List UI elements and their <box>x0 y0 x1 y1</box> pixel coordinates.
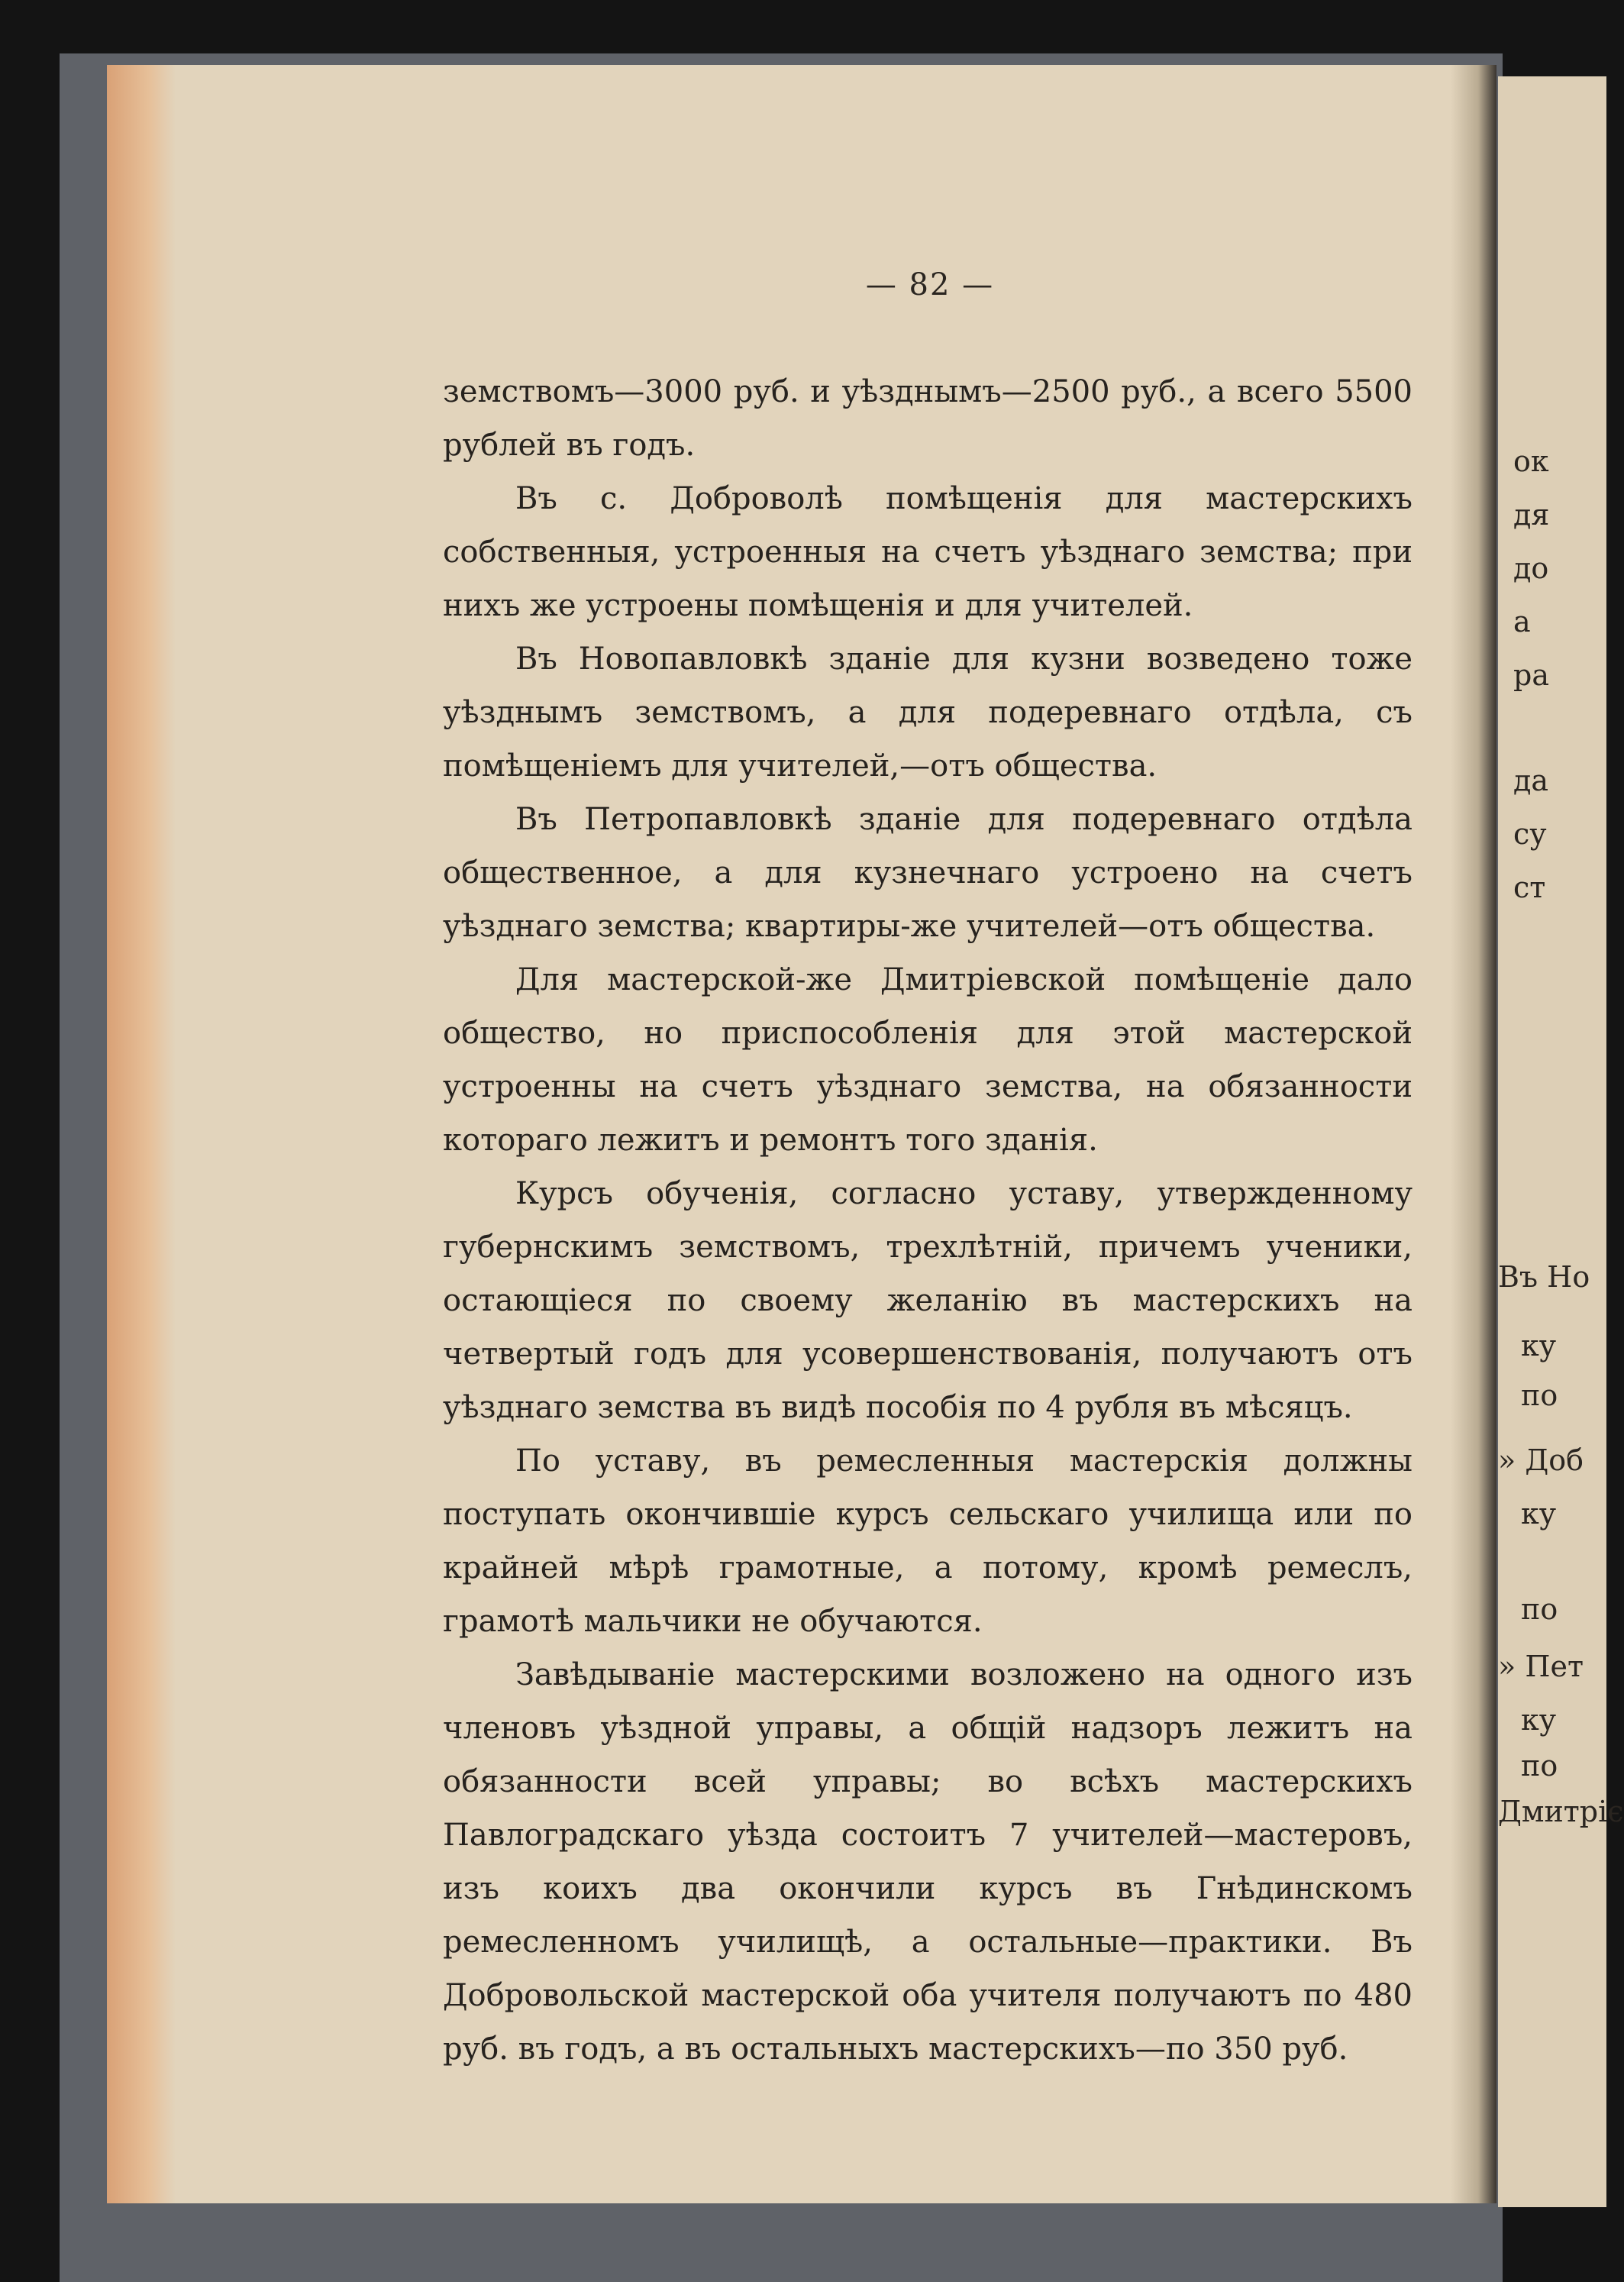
adjacent-fragment: по <box>1521 1749 1558 1783</box>
paragraph: Въ с. Доброволѣ помѣщенія для мастерскихъ собственныя, устроенныя на счетъ уѣзднаго земства; при нихъ же устроены помѣщенія и для учителей. <box>443 481 1413 623</box>
paragraph: земствомъ—3000 руб. и уѣзднымъ—2500 руб., а всего 5500 рублей въ годъ. <box>443 374 1413 463</box>
adjacent-fragment: » Пет <box>1498 1650 1584 1683</box>
paragraph: Въ Новопавловкѣ зданіе для кузни возведено тоже уѣзднымъ земствомъ, а для подеревнаго отдѣла, съ помѣщеніемъ для учителей,—отъ общества. <box>443 642 1413 784</box>
paragraph: По уставу, въ ремесленныя мастерскія должны поступать окончившіе курсъ сельскаго училища или по крайней мѣрѣ грамотные, а потому, кромѣ ремеслъ, грамотѣ мальчики не обучаются. <box>443 1443 1413 1639</box>
adjacent-fragment: Въ Но <box>1498 1260 1590 1294</box>
paragraph: Завѣдываніе мастерскими возложено на одного изъ членовъ уѣздной управы, а общій надзоръ лежитъ на обязанности всей управы; во всѣхъ мастерскихъ Павлоградскаго уѣзда состоитъ 7 учителей—мастеровъ, изъ коихъ два окончили курсъ въ Гнѣдинскомъ ремесленномъ училищѣ, а остальные—практики. Въ Добровольской мастерской оба учителя получаютъ по 480 руб. въ годъ, а въ остальныхъ мастерскихъ—по 350 руб. <box>443 1657 1413 2067</box>
adjacent-fragment: дя <box>1513 498 1550 532</box>
adjacent-fragment: да <box>1513 764 1549 797</box>
adjacent-fragment: по <box>1521 1592 1558 1626</box>
adjacent-fragment: ок <box>1513 444 1549 478</box>
adjacent-fragment: по <box>1521 1379 1558 1412</box>
paragraph: Для мастерской-же Дмитріевской помѣщеніе дало общество, но приспособленія для этой мастерской устроенны на счетъ уѣзднаго земства, на обязанности котораго лежитъ и ремонтъ того зданія. <box>443 962 1413 1158</box>
adjacent-fragment: ку <box>1521 1703 1557 1737</box>
adjacent-fragment: а <box>1513 605 1531 638</box>
body-text <box>443 365 1413 2076</box>
page-number: — 82 — <box>865 267 995 302</box>
adjacent-fragment: су <box>1513 817 1547 851</box>
adjacent-fragment: ку <box>1521 1329 1557 1362</box>
book-gutter <box>1451 65 1496 2203</box>
adjacent-fragment: ст <box>1513 871 1546 904</box>
adjacent-fragment: Дмитріє <box>1498 1795 1624 1828</box>
adjacent-fragment: ра <box>1513 658 1549 692</box>
adjacent-page <box>1498 76 1624 2207</box>
paragraph: Въ Петропавловкѣ зданіе для подеревнаго отдѣла общественное, а для кузнечнаго устроено на счетъ уѣзднаго земства; квартиры-же учителей—отъ общества. <box>443 802 1413 944</box>
adjacent-fragment: » Доб <box>1498 1443 1584 1477</box>
paragraph: Курсъ обученія, согласно уставу, утвержденному губернскимъ земствомъ, трехлѣтній, причемъ ученики, остающіеся по своему желанію въ мастерскихъ на четвертый годъ для усовершенствованія, получаютъ отъ уѣзднаго земства въ видѣ пособія по 4 рубля въ мѣсяцъ. <box>443 1176 1413 1425</box>
adjacent-fragment: ку <box>1521 1497 1557 1530</box>
adjacent-fragment: до <box>1513 551 1549 585</box>
